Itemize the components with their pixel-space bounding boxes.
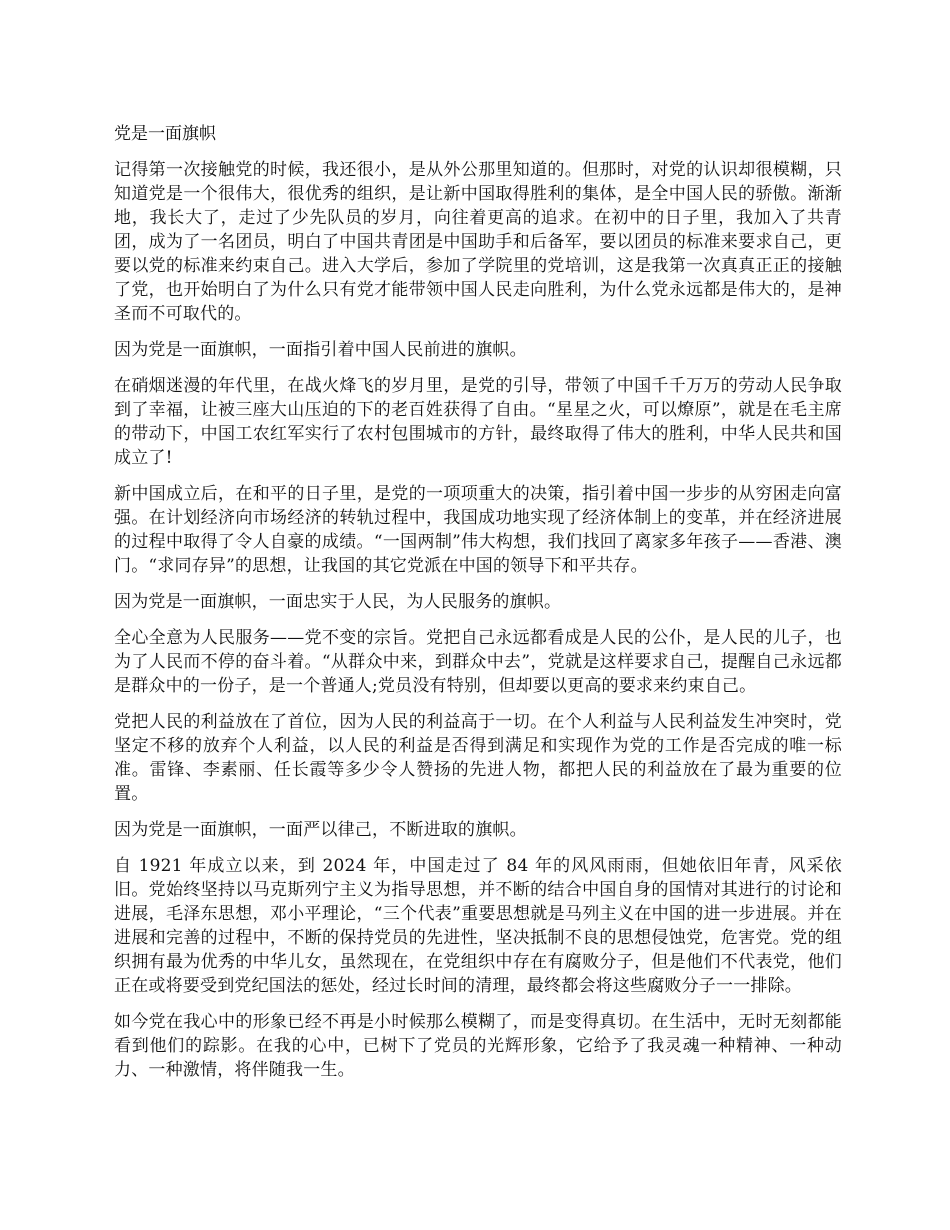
document-page (114, 122, 842, 1094)
paragraph: 全心全意为人民服务——党不变的宗旨。党把自己永远都看成是人民的公仆，是人民的儿子，也为了人民而不停的奋斗着。“从群众中来，到群众中去”，党就是这样要求自己，提醒自己永远都是群众中的一份子，是一个普通人;党员没有特别，但却要以更高的要求来约束自己。 (114, 628, 842, 696)
paragraph: 新中国成立后，在和平的日子里，是党的一项项重大的决策，指引着中国一步步的从穷困走向富强。在计划经济向市场经济的转轨过程中，我国成功地实现了经济体制上的变革，并在经济进展的过程中取得了令人自豪的成绩。“一国两制”伟大构想，我们找回了离家多年孩子——香港、澳门。“求同存异”的思想，让我国的其它党派在中国的领导下和平共存。 (114, 484, 842, 576)
paragraph: 党把人民的利益放在了首位，因为人民的利益高于一切。在个人利益与人民利益发生冲突时，党坚定不移的放弃个人利益，以人民的利益是否得到满足和实现作为党的工作是否完成的唯一标准。雷锋、李素丽、任长霞等多少令人赞扬的先进人物，都把人民的利益放在了最为重要的位置。 (114, 712, 842, 804)
paragraph: 自 1921 年成立以来，到 2024 年，中国走过了 84 年的风风雨雨，但她依旧年青，风采依旧。党始终坚持以马克斯列宁主义为指导思想，并不断的结合中国自身的国情对其进行的讨论和进展，毛泽东思想，邓小平理论，“三个代表”重要思想就是马列主义在中国的进一步进展。并在进展和完善的过程中，不断的保持党员的先进性，坚决抵制不良的思想侵蚀党，危害党。党的组织拥有最为优秀的中华儿女，虽然现在，在党组织中存在有腐败分子，但是他们不代表党，他们正在或将要受到党纪国法的惩处，经过长时间的清理，最终都会将这些腐败分子一一排除。 (114, 856, 842, 996)
document-title: 党是一面旗帜 (114, 124, 216, 144)
paragraph: 如今党在我心中的形象已经不再是小时候那么模糊了，而是变得真切。在生活中，无时无刻都能看到他们的踪影。在我的心中，已树下了党员的光辉形象，它给予了我灵魂一种精神、一种动力、一种激情，将伴随我一生。 (114, 1012, 842, 1080)
paragraph: 因为党是一面旗帜，一面严以律己，不断进取的旗帜。 (114, 820, 527, 840)
paragraph: 因为党是一面旗帜，一面忠实于人民，为人民服务的旗帜。 (114, 592, 562, 612)
paragraph: 记得第一次接触党的时候，我还很小，是从外公那里知道的。但那时，对党的认识却很模糊，只知道党是一个很伟大，很优秀的组织，是让新中国取得胜利的集体，是全中国人民的骄傲。渐渐地，我长大了，走过了少先队员的岁月，向往着更高的追求。在初中的日子里，我加入了共青团，成为了一名团员，明白了中国共青团是中国助手和后备军，要以团员的标准来要求自己，更要以党的标准来约束自己。进入大学后，参加了学院里的党培训，这是我第一次真真正正的接触了党，也开始明白了为什么只有党才能带领中国人民走向胜利，为什么党永远都是伟大的，是神圣而不可取代的。 (114, 160, 842, 324)
paragraph: 在硝烟迷漫的年代里，在战火烽飞的岁月里，是党的引导，带领了中国千千万万的劳动人民争取到了幸福，让被三座大山压迫的下的老百姓获得了自由。“星星之火，可以燎原”，就是在毛主席的带动下，中国工农红军实行了农村包围城市的方针，最终取得了伟大的胜利，中华人民共和国成立了! (114, 376, 842, 468)
paragraph: 因为党是一面旗帜，一面指引着中国人民前进的旗帜。 (114, 340, 527, 360)
